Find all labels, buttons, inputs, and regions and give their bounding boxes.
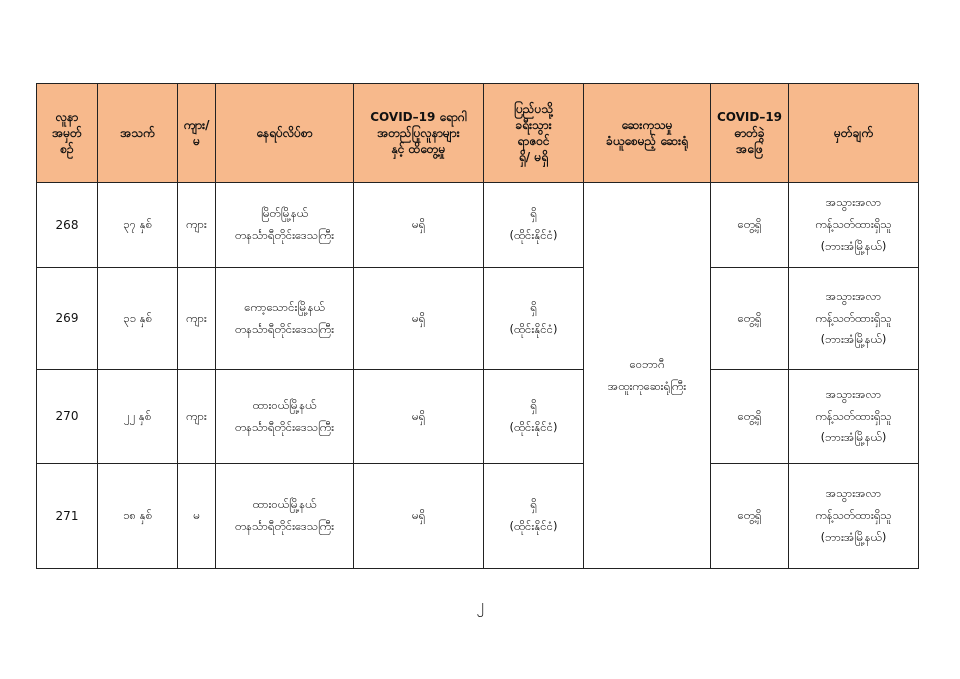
travel-cell: ရှိ (ထိုင်းနိုင်ငံ) [484, 464, 584, 569]
remark-cell: အသွားအလာ ကန့်သတ်ထားရှိသူ (ဘားအံမြို့နယ်) [789, 370, 919, 464]
address-cell: မြိတ်မြို့နယ် တနင်္သာရီတိုင်းဒေသကြီး [216, 183, 354, 268]
contact-cell: မရှိ [354, 183, 484, 268]
remark-cell: အသွားအလာ ကန့်သတ်ထားရှိသူ (ဘားအံမြို့နယ်) [789, 268, 919, 370]
travel-cell: ရှိ (ထိုင်းနိုင်ငံ) [484, 183, 584, 268]
header-sex: ကျား/ မ [178, 84, 216, 183]
case-no-cell: 269 [37, 268, 98, 370]
lab-result-cell: တွေ့ရှိ [711, 370, 789, 464]
header-hospital: ဆေးကုသမှု ခံယူစေမည့် ဆေးရုံ [584, 84, 711, 183]
lab-result-cell: တွေ့ရှိ [711, 183, 789, 268]
header-row [37, 84, 919, 183]
contact-cell: မရှိ [354, 370, 484, 464]
header-case-no: လူနာ အမှတ် စဉ် [37, 84, 98, 183]
covid-case-table [36, 83, 919, 569]
table-row [37, 464, 919, 569]
lab-result-cell: တွေ့ရှိ [711, 268, 789, 370]
page-number: ၂ [476, 596, 484, 614]
contact-cell: မရှိ [354, 464, 484, 569]
sex-cell: ကျား [178, 370, 216, 464]
age-cell: ၂၂ နှစ် [98, 370, 178, 464]
sex-cell: ကျား [178, 268, 216, 370]
remark-cell: အသွားအလာ ကန့်သတ်ထားရှိသူ (ဘားအံမြို့နယ်) [789, 183, 919, 268]
header-address: နေရပ်လိပ်စာ [216, 84, 354, 183]
header-lab-result: COVID–19 ဓာတ်ခွဲ အဖြေ [711, 84, 789, 183]
sex-cell: မ [178, 464, 216, 569]
sex-cell: ကျား [178, 183, 216, 268]
travel-cell: ရှိ (ထိုင်းနိုင်ငံ) [484, 268, 584, 370]
header-travel-history: ပြည်ပသို့ ခရီးသွား ရာဇဝင် ရှိ/ မရှိ [484, 84, 584, 183]
table-row [37, 183, 919, 268]
age-cell: ၁၈ နှစ် [98, 464, 178, 569]
header-contact: COVID–19 ရောဂါ အတည်ပြုလူနာများ နှင့် ထိတွေ့မှု [354, 84, 484, 183]
address-cell: ကော့သောင်းမြို့နယ် တနင်္သာရီတိုင်းဒေသကြီး [216, 268, 354, 370]
header-age: အသက် [98, 84, 178, 183]
case-no-cell: 270 [37, 370, 98, 464]
case-no-cell: 271 [37, 464, 98, 569]
table-row [37, 268, 919, 370]
age-cell: ၃၁ နှစ် [98, 268, 178, 370]
travel-cell: ရှိ (ထိုင်းနိုင်ငံ) [484, 370, 584, 464]
age-cell: ၃၇ နှစ် [98, 183, 178, 268]
lab-result-cell: တွေ့ရှိ [711, 464, 789, 569]
table-row [37, 370, 919, 464]
address-cell: ထားဝယ်မြို့နယ် တနင်္သာရီတိုင်းဒေသကြီး [216, 370, 354, 464]
contact-cell: မရှိ [354, 268, 484, 370]
header-remark: မှတ်ချက် [789, 84, 919, 183]
address-cell: ထားဝယ်မြို့နယ် တနင်္သာရီတိုင်းဒေသကြီး [216, 464, 354, 569]
case-no-cell: 268 [37, 183, 98, 268]
hospital-cell: ဝေဘာဂီ အထူးကုဆေးရုံကြီး [584, 183, 711, 569]
remark-cell: အသွားအလာ ကန့်သတ်ထားရှိသူ (ဘားအံမြို့နယ်) [789, 464, 919, 569]
